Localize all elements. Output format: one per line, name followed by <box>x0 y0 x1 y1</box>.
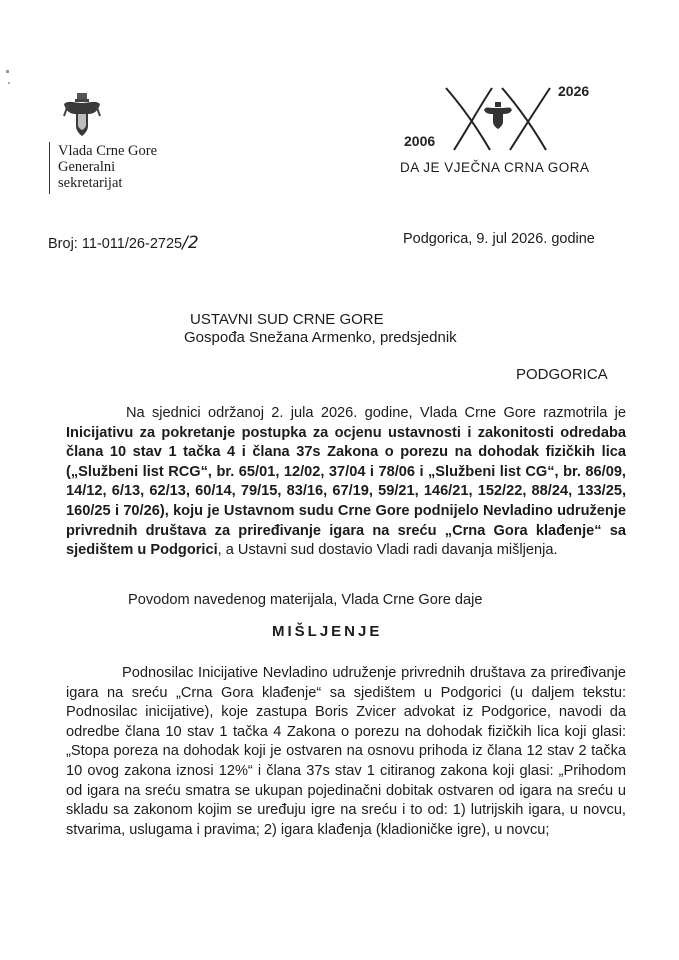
recipient-institution: USTAVNI SUD CRNE GORE <box>190 311 384 328</box>
logo-eagle-icon <box>484 102 512 129</box>
paragraph-intro <box>66 404 626 561</box>
intro-bold-text: Inicijativu za pokretanje postupka za ocjenu ustavnosti i zakonitosti odredaba člana 10 stav 1 tačka 4 i člana 37s Zakona o porezu na dohodak fizičkih lica („Službeni list RCG“, br. 65/01, 12/02, 37/04 i 78/06 i „Službeni list CG“, br. 86/09, 14/12, 6/13, 62/13, 60/14, 79/15, 83/16, 67/19, 59/21, 146/21, 152/22, 88/24, 133/25, 160/25 i 70/26), koju je Ustavnom sudu Crne Gore podnijelo Nevladino udruženje privrednih društava za priređivanje igara na sreću „Crna Gora klađenje“ sa sjedištem u Podgorici <box>66 424 626 559</box>
header-divider <box>49 142 50 194</box>
org-line: Vlada Crne Gore <box>58 143 158 159</box>
intro-tail-text: , a Ustavni sud dostavio Vladi radi davanja mišljenja. <box>217 542 558 559</box>
org-line: sekretarijat <box>58 175 123 191</box>
anniversary-logo <box>398 84 598 154</box>
paragraph-opinion: Podnosilac Inicijative Nevladino udruženje privrednih društava za priređivanje igara na sreću „Crna Gora klađenje“ sa sjedištem u Podgorici (u daljem tekstu: Podnosilac inicijative), koje zastupa Boris Zvicer advokat iz Podgorice, navodi da odredbe člana 10 stav 1 tačka 4 Zakona o porezu na dohodak fizičkih lica koji glasi: „Stopa poreza na dohodak koji je ostvaren na osnovu prihoda iz člana 12 stav 2 tačka 10 ovog zakona iznosi 12%“ i člana 37s stav 1 citiranog zakona koji glasi: „Prihodom od igara na sreću smatra se ukupan pojedinačni dobitak ostvaren od igara na sreću u skladu sa zakonom kojim se uređuju igre na sreću i to od: 1) lutrijskih igara, u novcu, stvarima, uslugama i pravima; 2) igara klađenja (kladioničke igre), u novcu; <box>66 665 626 838</box>
scan-speck <box>8 82 10 84</box>
section-heading: MIŠLJENJE <box>272 623 383 640</box>
reference-number <box>48 233 199 253</box>
scan-speck <box>6 70 9 73</box>
recipient-person: Gospođa Snežana Armenko, predsjednik <box>184 329 457 346</box>
recipient-block <box>184 311 457 347</box>
logo-year-start: 2006 <box>404 133 436 149</box>
motto: DA JE VJEČNA CRNA GORA <box>400 160 590 175</box>
reference-label: Broj: 11-011/26-2725 <box>48 236 183 252</box>
logo-year-end: 2026 <box>558 84 590 99</box>
paragraph-statement: Povodom navedenog materijala, Vlada Crne Gore daje <box>128 592 483 608</box>
recipient-city: PODGORICA <box>516 366 608 383</box>
organization-name <box>58 143 157 191</box>
handwritten-suffix: /2 <box>182 233 199 253</box>
org-line: Generalni <box>58 159 116 175</box>
coat-of-arms-icon <box>62 92 102 138</box>
intro-text: Na sjednici održanoj 2. jula 2026. godine, Vlada Crne Gore razmotrila je <box>126 405 626 421</box>
document-date: Podgorica, 9. jul 2026. godine <box>403 231 595 247</box>
